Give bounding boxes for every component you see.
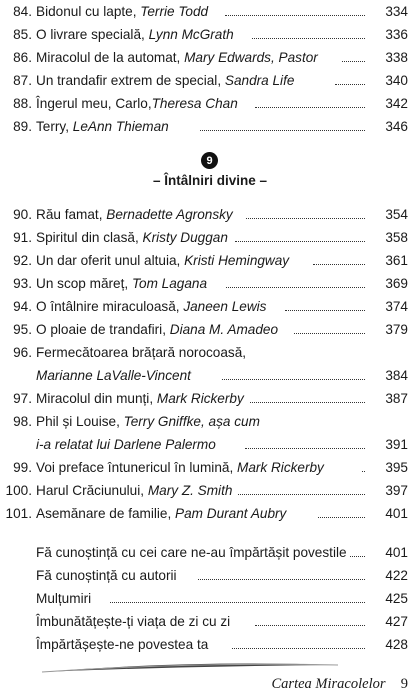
- leader-dots: [245, 446, 365, 449]
- entry-title: O livrare specială,: [36, 27, 149, 42]
- entry-page: 401: [385, 506, 408, 521]
- entry-author: Pam Durant Aubry: [175, 506, 287, 521]
- entry-page: 397: [385, 483, 408, 498]
- entry-number: 91.: [13, 230, 32, 245]
- entry-author: Mary Z. Smith: [147, 483, 233, 498]
- entry-page: 369: [385, 276, 408, 291]
- entry-title: Bidonul cu lapte,: [36, 4, 141, 19]
- entry-page: 358: [385, 230, 408, 245]
- entry-author: LeAnn Thieman: [72, 119, 169, 134]
- leader-dots: [255, 105, 365, 108]
- entry-number: 99.: [13, 460, 32, 475]
- entry-number: 89.: [13, 119, 32, 134]
- entry-title: Împărtășește-ne povestea ta: [36, 637, 209, 652]
- entry-page: 361: [385, 253, 408, 268]
- entry-page: 428: [385, 637, 408, 652]
- entry-title: O întâlnire miraculoasă,: [36, 299, 184, 314]
- entry-number: 84.: [13, 4, 32, 19]
- entry-page: 395: [385, 460, 408, 475]
- entry-title: Un dar oferit unul altuia,: [36, 253, 185, 268]
- leader-dots: [238, 492, 365, 495]
- page-footer: [272, 676, 408, 693]
- entry-title: Harul Crăciunului,: [36, 483, 148, 498]
- entry-author: Diana M. Amadeo: [169, 322, 279, 337]
- entry-number: 100.: [5, 483, 32, 498]
- entry-author: Janeen Lewis: [183, 299, 267, 314]
- leader-dots: [342, 59, 365, 62]
- leader-dots: [252, 36, 365, 39]
- entry-title: Asemănare de familie,: [36, 506, 176, 521]
- entry-title: Fă cunoștință cu cei care ne-au împărtășit povestile: [36, 545, 347, 560]
- page-number: 9: [400, 676, 408, 692]
- entry-page: 336: [385, 27, 408, 42]
- entry-title: Mulțumiri: [36, 591, 92, 606]
- entry-title: Phil și Louise,: [36, 414, 124, 429]
- entry-title: Miracolul din munți,: [36, 391, 157, 406]
- entry-page: 334: [385, 4, 408, 19]
- leader-dots: [226, 285, 365, 288]
- entry-author: Mark Rickerby: [237, 460, 324, 475]
- entry-author: Lynn McGrath: [148, 27, 234, 42]
- entry-page: 340: [385, 73, 408, 88]
- entry-number: 96.: [13, 345, 32, 360]
- entry-page: 401: [385, 545, 408, 560]
- entry-title: Terry,: [36, 119, 73, 134]
- entry-number: 87.: [13, 73, 32, 88]
- leader-dots: [335, 82, 365, 85]
- entry-number: 101.: [5, 506, 32, 521]
- entry-number: 90.: [13, 207, 32, 222]
- section-title: – Întâlniri divine –: [152, 173, 268, 188]
- entry-author-continued: i-a relatat lui Darlene Palermo: [36, 437, 216, 452]
- entry-number: 85.: [13, 27, 32, 42]
- entry-title: O ploaie de trandafiri,: [36, 322, 170, 337]
- entry-page: 379: [385, 322, 408, 337]
- entry-author: Marianne LaValle-Vincent: [36, 368, 191, 383]
- entry-author: Sandra Life: [224, 73, 295, 88]
- leader-dots: [362, 469, 365, 472]
- entry-title: Fermecătoarea brățară norocoasă,: [36, 345, 247, 360]
- leader-dots: [225, 13, 365, 16]
- entry-author: Kristy Duggan: [142, 230, 228, 245]
- entry-number: 94.: [13, 299, 32, 314]
- entry-page: 387: [385, 391, 408, 406]
- entry-page: 338: [385, 50, 408, 65]
- entry-title: Un trandafir extrem de special,: [36, 73, 225, 88]
- entry-page: 427: [385, 614, 408, 629]
- leader-dots: [198, 577, 365, 580]
- book-title: Cartea Miracolelor: [271, 676, 386, 692]
- entry-author: Terrie Todd: [140, 4, 209, 19]
- entry-number: 92.: [13, 253, 32, 268]
- entry-title: Îngerul meu, Carlo,: [36, 96, 152, 111]
- entry-author: Mary Edwards, Pastor: [184, 50, 318, 65]
- entry-page: 391: [385, 437, 408, 452]
- entry-title: Rău famat,: [36, 207, 107, 222]
- entry-author: Bernadette Agronsky: [106, 207, 233, 222]
- entry-author: Tom Lagana: [131, 276, 208, 291]
- entry-title: Un scop măreț,: [36, 276, 132, 291]
- leader-dots: [200, 128, 365, 131]
- entry-number: 98.: [13, 414, 32, 429]
- leader-dots: [294, 331, 365, 334]
- entry-number: 93.: [13, 276, 32, 291]
- leader-dots: [110, 600, 365, 603]
- entry-page: 342: [385, 96, 408, 111]
- entry-page: 354: [385, 207, 408, 222]
- leader-dots: [235, 239, 365, 242]
- entry-title: Fă cunoștință cu autorii: [36, 568, 177, 583]
- entry-page: 384: [385, 368, 408, 383]
- leader-dots: [350, 554, 365, 557]
- leader-dots: [318, 515, 365, 518]
- entry-page: 374: [385, 299, 408, 314]
- entry-number: 95.: [13, 322, 32, 337]
- entry-title: Îmbunătățește-ți viața de zi cu zi: [36, 614, 231, 629]
- leader-dots: [246, 216, 365, 219]
- entry-author: Terry Gniffke, așa cum: [123, 414, 260, 429]
- leader-dots: [232, 646, 365, 649]
- entry-author: Mark Rickerby: [156, 391, 244, 406]
- entry-title: Spiritul din clasă,: [36, 230, 143, 245]
- entry-author: Kristi Hemingway: [184, 253, 290, 268]
- entry-number: 97.: [13, 391, 32, 406]
- entry-title: Voi preface întunericul în lumină,: [36, 460, 237, 475]
- entry-page: 425: [385, 591, 408, 606]
- entry-author: Theresa Chan: [151, 96, 238, 111]
- entry-title: Miracolul de la automat,: [36, 50, 185, 65]
- leader-dots: [285, 308, 365, 311]
- section-number-badge: 9: [201, 152, 218, 169]
- entry-number: 86.: [13, 50, 32, 65]
- leader-dots: [222, 377, 365, 380]
- entry-page: 346: [385, 119, 408, 134]
- leader-dots: [250, 400, 365, 403]
- decorative-swoosh: [40, 656, 340, 676]
- entry-number: 88.: [13, 96, 32, 111]
- leader-dots: [255, 623, 365, 626]
- entry-page: 422: [385, 568, 408, 583]
- leader-dots: [313, 262, 365, 265]
